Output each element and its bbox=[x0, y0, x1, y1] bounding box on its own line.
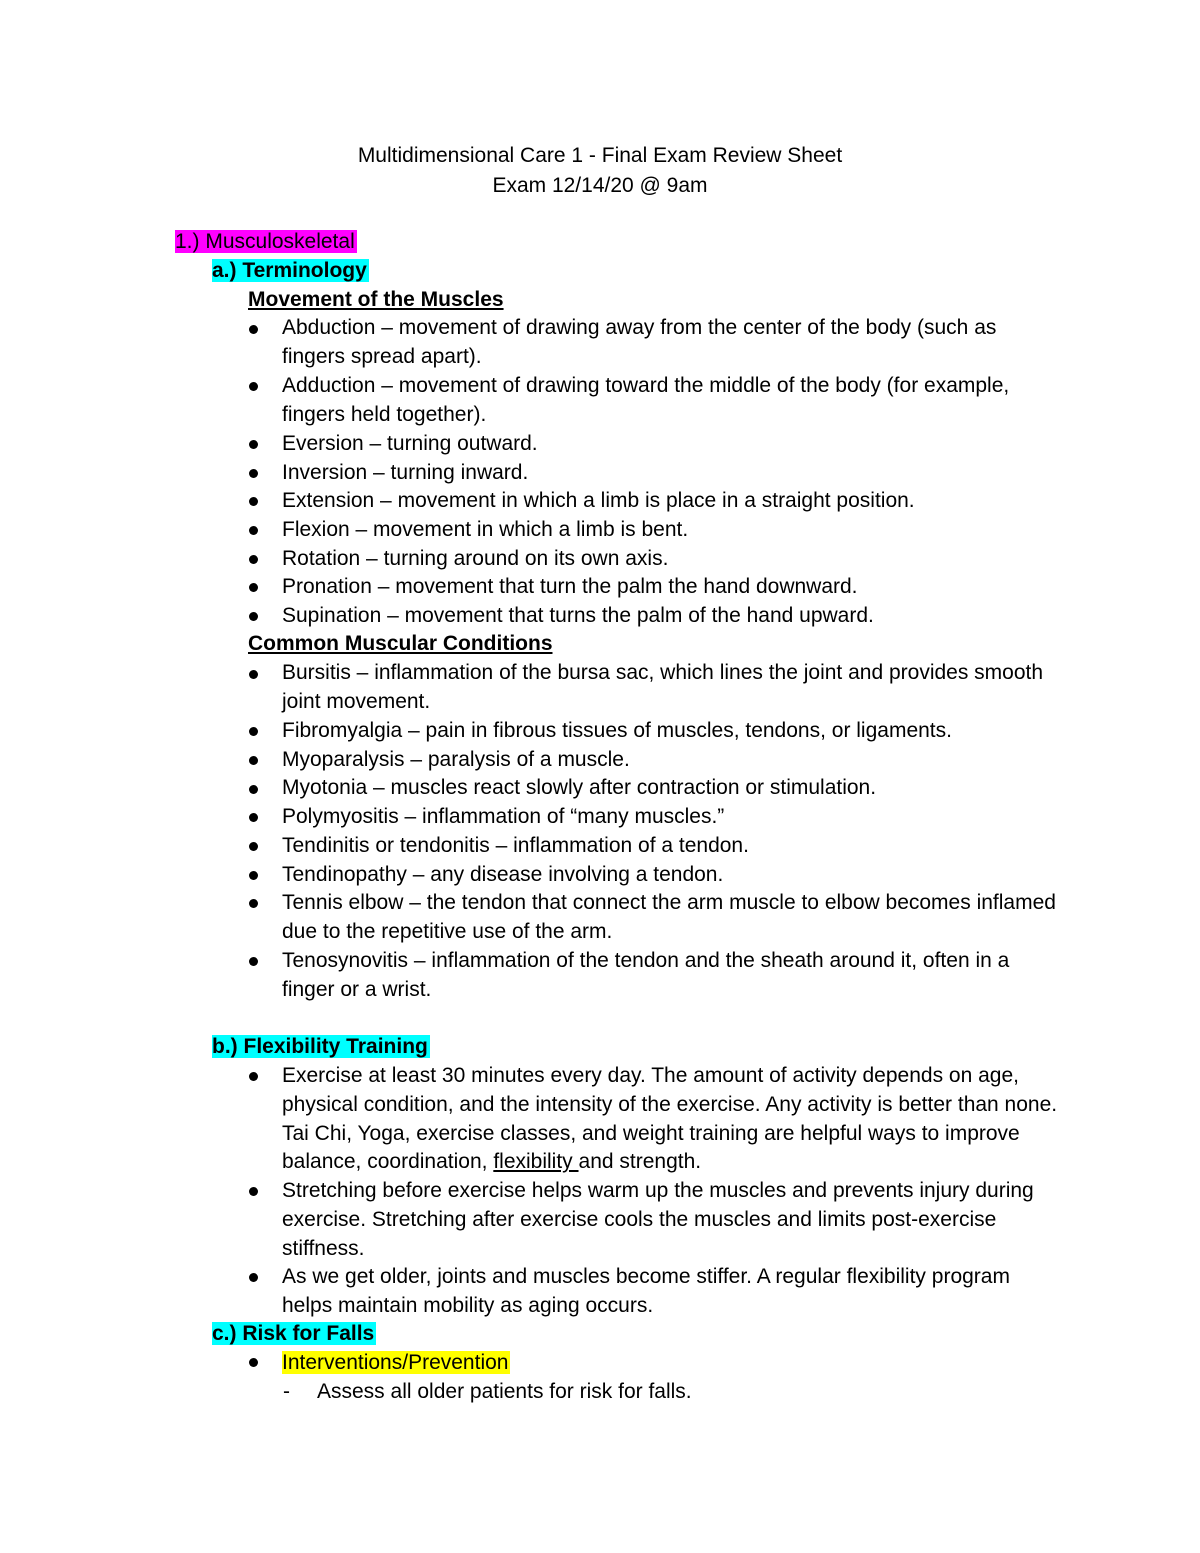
conditions-heading: Common Muscular Conditions bbox=[248, 632, 553, 655]
bullet-icon bbox=[249, 899, 258, 908]
subsection-heading-flexibility bbox=[212, 1033, 430, 1061]
bullet-icon bbox=[249, 842, 258, 851]
subsection-heading-falls bbox=[212, 1320, 376, 1348]
list-item: Eversion – turning outward. bbox=[282, 432, 538, 455]
list-item: Stretching before exercise helps warm up the muscles and prevents injury during exercise. Stretching after exercise cools the muscles and limits post-exercise stiffness. bbox=[282, 1179, 1034, 1260]
bullet-icon bbox=[249, 813, 258, 822]
interventions-heading-text: Interventions/Prevention bbox=[282, 1351, 509, 1374]
interventions-heading bbox=[282, 1349, 510, 1377]
bullet-icon bbox=[249, 497, 258, 506]
bullet-icon bbox=[249, 1187, 258, 1196]
bullet-icon bbox=[249, 382, 258, 391]
list-item: Inversion – turning inward. bbox=[282, 461, 529, 484]
bullet-icon bbox=[249, 469, 258, 478]
section-heading-text: 1.) Musculoskeletal bbox=[175, 230, 355, 253]
list-item: Extension – movement in which a limb is place in a straight position. bbox=[282, 489, 915, 512]
bullet-icon bbox=[249, 440, 258, 449]
list-item: Myotonia – muscles react slowly after contraction or stimulation. bbox=[282, 776, 877, 799]
bullet-icon bbox=[249, 871, 258, 880]
bullet-icon bbox=[249, 670, 258, 679]
bullet-icon bbox=[249, 1273, 258, 1282]
bullet-icon bbox=[249, 756, 258, 765]
bullet-icon bbox=[249, 583, 258, 592]
bullet-icon bbox=[249, 957, 258, 966]
section-heading-musculoskeletal bbox=[175, 228, 357, 256]
movement-heading: Movement of the Muscles bbox=[248, 288, 504, 311]
list-item: Tennis elbow – the tendon that connect the arm muscle to elbow becomes inflamed due to the repetitive use of the arm. bbox=[282, 891, 1056, 943]
list-item: Fibromyalgia – pain in fibrous tissues of muscles, tendons, or ligaments. bbox=[282, 719, 952, 742]
list-item-text: and strength. bbox=[578, 1150, 702, 1174]
bullet-icon bbox=[249, 727, 258, 736]
list-item-text: Exercise at least 30 minutes every day. The amount of activity depends on age, physical condition, and the intensity of the exercise. Any activity is better than none. Tai Chi, Yoga, exercise classes, and weight training are helpful ways to improve balance, coordination, bbox=[282, 1064, 1058, 1174]
list-item: As we get older, joints and muscles become stiffer. A regular flexibility program helps maintain mobility as aging occurs. bbox=[282, 1265, 1010, 1317]
bullet-icon bbox=[249, 325, 258, 334]
list-item: Myoparalysis – paralysis of a muscle. bbox=[282, 748, 630, 771]
document-title: Multidimensional Care 1 - Final Exam Review Sheet bbox=[357, 144, 843, 167]
list-item: Tendinitis or tendonitis – inflammation of a tendon. bbox=[282, 834, 749, 857]
list-item bbox=[282, 1062, 1062, 1177]
dash-marker: - bbox=[283, 1380, 290, 1403]
list-item: Tenosynovitis – inflammation of the tendon and the sheath around it, often in a finger or a wrist. bbox=[282, 949, 1010, 1001]
list-item: Pronation – movement that turn the palm the hand downward. bbox=[282, 575, 858, 598]
subsection-heading-terminology bbox=[212, 257, 369, 285]
bullet-icon bbox=[249, 612, 258, 621]
list-item: Rotation – turning around on its own axis. bbox=[282, 547, 669, 570]
subsection-heading-text: b.) Flexibility Training bbox=[212, 1035, 428, 1058]
document-subtitle: Exam 12/14/20 @ 9am bbox=[492, 174, 708, 197]
list-item: Tendinopathy – any disease involving a tendon. bbox=[282, 863, 724, 886]
list-item: Adduction – movement of drawing toward the middle of the body (for example, fingers held together). bbox=[282, 374, 1010, 426]
list-item: Polymyositis – inflammation of “many muscles.” bbox=[282, 805, 725, 828]
list-item: Assess all older patients for risk for falls. bbox=[317, 1380, 692, 1403]
subsection-heading-text: c.) Risk for Falls bbox=[212, 1322, 375, 1345]
bullet-icon bbox=[249, 1358, 258, 1367]
bullet-icon bbox=[249, 555, 258, 564]
subsection-heading-text: a.) Terminology bbox=[212, 259, 367, 282]
list-item: Bursitis – inflammation of the bursa sac, which lines the joint and provides smooth joint movement. bbox=[282, 661, 1044, 713]
bullet-icon bbox=[249, 1072, 258, 1081]
bullet-icon bbox=[249, 785, 258, 794]
bullet-icon bbox=[249, 526, 258, 535]
underlined-term: flexibility bbox=[493, 1150, 579, 1174]
list-item: Flexion – movement in which a limb is bent. bbox=[282, 518, 689, 541]
list-item: Supination – movement that turns the palm of the hand upward. bbox=[282, 604, 874, 627]
list-item: Abduction – movement of drawing away from the center of the body (such as fingers spread apart). bbox=[282, 316, 997, 368]
